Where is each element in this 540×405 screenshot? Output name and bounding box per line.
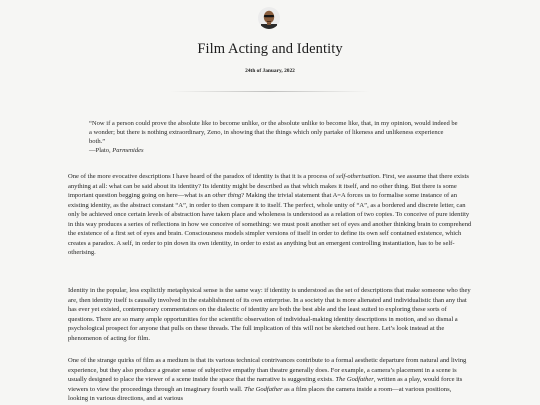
paragraph-text: as a film places the camera inside a room—at various positions, looking in various directions, and at various [68, 385, 452, 403]
page-title: Film Acting and Identity [197, 41, 343, 57]
header-divider [170, 91, 370, 92]
quote-text: “Now if a person could prove the absolute like to become unlike, or the absolute unlike to become like, that, in my opinion, would indeed be a wonder; but there is nothing extraordinary, Zeno, in showing that the things which only partake of likeness and unlikeness experience both.” [89, 120, 458, 146]
epigraph-quote [89, 119, 461, 155]
author-avatar-icon[interactable] [258, 7, 280, 29]
film-title: The Godfather [244, 385, 283, 393]
paragraph [68, 286, 472, 343]
paragraph-text: ? Making the trivial statement that A=A forces us to formalise some instance of an existing identity, as the abstract constant “A”, in order to then compare it to itself. The perfect, whole unity of “A”, as a bordered and discrete letter, can only be achieved once certain levels of abstraction have taken place and wholeness is understood as a relation of two copies. To conceive of pure identity in this way produces a series of reflections in how we conceive of something: we must posit another set of eyes and another thinking brain to comprehend the existence of a first set of eyes and brain. Consciousness models simpler versions of itself in order to define its own self contained existence, which creates a paradox. A self, in order to pin down its own identity, in order to exist as anything but an emergent controlling instantiation, has to be self-otherising. [68, 192, 472, 257]
paragraph-text: , written as a play, would force its viewers to view the proceedings through an imaginary fourth wall. [68, 376, 463, 393]
paragraph [68, 172, 472, 258]
attribution-author: —Plato, [89, 147, 113, 155]
paragraph-text: Identity in the popular, less explicitly metaphysical sense is the same way: if identity is understood as the set of descriptions that make someone who they are, then identity itself is causally involved in the establishment of its own enterprise. In a society that is more alienated and individualistic than any that has ever yet existed, contemporary commentators on the dialectic of identity are both the best able and the least suited to exploring these sorts of questions. There are so many ample opportunities for the scientific observation of individual-making identity descriptions in motion, and so dismal a psychological prospect for anyone that pulls on these threads. The full implication of this will not be sketched out here. Let’s look instead at the phenomenon of acting for film. [68, 287, 471, 342]
quote-attribution [89, 146, 461, 155]
attribution-work: Parmenides [112, 147, 144, 155]
emphasis-text: self-otherisation [336, 173, 380, 180]
emphasis-text: other thing [212, 192, 242, 200]
publish-date: 24th of January, 2022 [245, 68, 295, 74]
avatar-portrait [258, 7, 280, 29]
film-title: The Godfather [335, 376, 374, 384]
paragraph-text: One of the more evocative descriptions I have heard of the paradox of identity is that it is a process of [68, 173, 337, 180]
paragraph-text: One of the strange quirks of film as a medium is that its various technical contrivances contribute to a formal aesthetic departure from natural and living experience, but they also produce a greater sense of subjective empathy than theatre generally does. For example, a camera’s placement in a scene is usually designed to place the viewer of a scene inside the space that the narrative is suggesting exists. [68, 357, 467, 384]
paragraph [68, 356, 472, 404]
paragraph-text: . First, we assume that there exists anything at all: what can be said about its identity? Its identity might be described as that which makes it itself, and no other thing. But there is some important question begging going on here—what is an [68, 173, 469, 200]
